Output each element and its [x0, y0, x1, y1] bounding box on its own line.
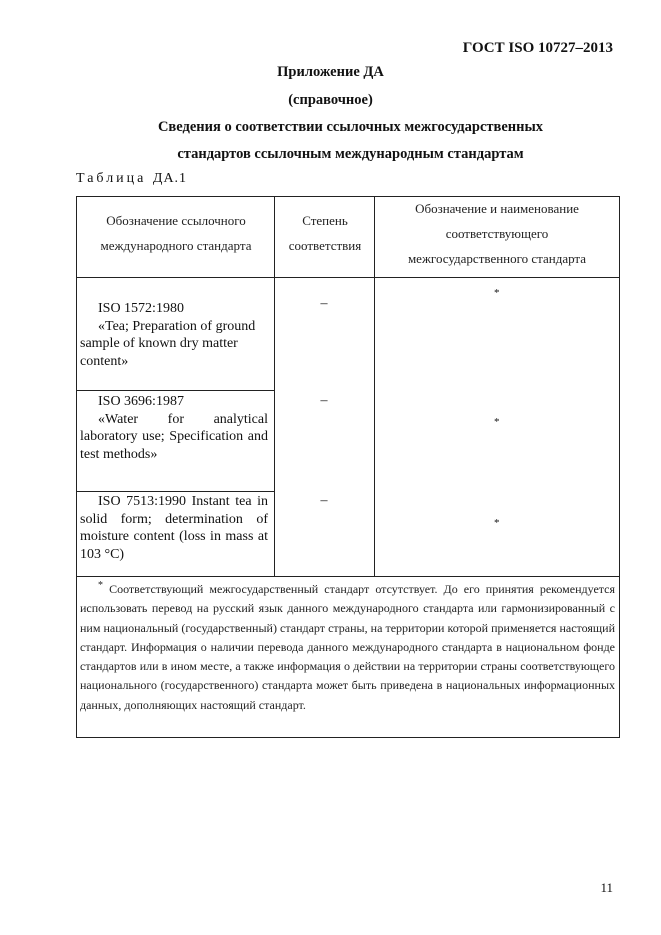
reference-title: Instant tea in solid form; determination of moisture content (loss in mass at 103 °C): [80, 494, 269, 562]
reference-title: «Tea; Preparation of ground sample of known dry matter content»: [80, 318, 256, 369]
national-standard-mark: *: [494, 416, 500, 428]
reference-code: ISO 7513:1990: [98, 494, 187, 509]
reference-title: «Water for analytical laboratory use; Specification and test methods»: [80, 411, 268, 462]
row-divider-1: [76, 390, 274, 391]
column-header-degree: Степень соответствия: [288, 213, 362, 253]
annex-heading-line-1: Сведения о соответствии ссылочных межгосударственных: [157, 119, 544, 135]
national-standard-mark: *: [494, 517, 500, 529]
annex-title: Приложение ДА: [277, 64, 384, 80]
table-row: [80, 493, 268, 563]
footnote-mark: *: [98, 580, 103, 591]
degree-value: –: [320, 296, 328, 311]
row-divider-2: [76, 491, 274, 492]
degree-value: –: [320, 493, 328, 508]
column-header-reference: Обозначение ссылочного международного стандарта: [100, 213, 252, 253]
table-row: [80, 393, 268, 463]
document-code: ГОСТ ISO 10727–2013: [462, 40, 613, 56]
table-footnote: [80, 576, 615, 715]
column-divider-1: [274, 196, 275, 577]
national-standard-mark: *: [494, 287, 500, 299]
annex-heading-line-2: стандартов ссылочным международным стандартам: [177, 146, 524, 162]
column-divider-2: [374, 196, 375, 577]
table-caption-number: ДА.1: [152, 171, 188, 186]
header-row-divider: [76, 277, 620, 278]
table-caption: [76, 171, 187, 187]
table-row: [80, 300, 268, 370]
degree-value: –: [320, 393, 328, 408]
table-caption-prefix: Таблица: [76, 171, 147, 186]
reference-code: ISO 1572:1980: [98, 301, 184, 316]
reference-code: ISO 3696:1987: [98, 394, 184, 409]
column-header-national: Обозначение и наименование соответствующего межгосударственного стандарта: [407, 201, 587, 266]
footnote-text: Соответствующий межгосударственный стандарт отсутствует. До его принятия рекомендуется использовать перевод на русский язык данного международного стандарта или гармонизированный с ним национальный (государственный) стандарт страны, на территории которой применяется настоящий стандарт. Информация о наличии перевода данного международного стандарта в национальном фонде стандартов или в ином месте, а также информация о действии на территории страны соответствующего национального (государственного) стандарта может быть приведена в национальных информационных данных, дополняющих настоящий стандарт.: [80, 582, 616, 712]
annex-subtitle: (справочное): [288, 92, 373, 108]
page-number: 11: [600, 880, 613, 895]
